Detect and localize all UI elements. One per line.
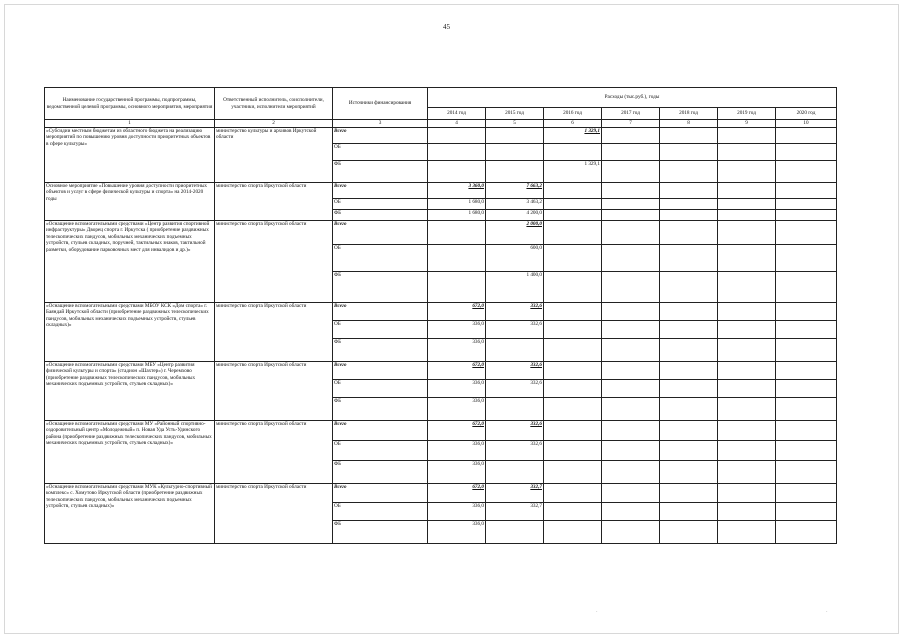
empty-cell	[660, 127, 718, 143]
amount-y2015	[486, 520, 544, 543]
amount-y2015: 332,6	[486, 361, 544, 379]
header-executor: Ответственный исполнитель, соисполнители, участники, исполнители мероприятий	[215, 88, 333, 120]
executor: министерство спорта Иркутской области	[215, 302, 333, 361]
empty-cell	[776, 420, 837, 440]
empty-cell	[718, 271, 776, 302]
amount-y2014	[428, 244, 486, 271]
funding-source: ФБ	[333, 271, 428, 302]
empty-cell	[718, 502, 776, 520]
funding-source: ОБ	[333, 143, 428, 160]
empty-cell	[660, 209, 718, 220]
empty-cell	[660, 198, 718, 209]
amount-y2015: 3 463,2	[486, 198, 544, 209]
empty-cell	[660, 420, 718, 440]
empty-cell	[660, 460, 718, 483]
scan-mark: ·	[596, 610, 598, 615]
empty-cell	[718, 338, 776, 361]
amount-y2014: 672,0	[428, 483, 486, 502]
amount-y2015	[486, 338, 544, 361]
empty-cell	[776, 302, 837, 320]
empty-cell	[602, 209, 660, 220]
amount-y2016	[544, 483, 602, 502]
column-number: 4	[428, 120, 486, 128]
empty-cell	[718, 460, 776, 483]
empty-cell	[776, 209, 837, 220]
page-number: 45	[443, 23, 450, 31]
amount-y2015	[486, 460, 544, 483]
table-row	[45, 182, 837, 198]
empty-cell	[602, 160, 660, 182]
amount-y2016: 1 329,1	[544, 127, 602, 143]
empty-cell	[660, 320, 718, 338]
header-year: 2019 год	[718, 108, 776, 120]
empty-cell	[602, 397, 660, 420]
amount-y2014: 1 680,0	[428, 209, 486, 220]
amount-y2014: 672,0	[428, 302, 486, 320]
column-number: 8	[660, 120, 718, 128]
empty-cell	[776, 182, 837, 198]
empty-cell	[602, 361, 660, 379]
empty-cell	[602, 502, 660, 520]
activity-name: «Оснащение вспомогательными средствами МБОУ КСК «Дом спорта» г. Баяндай Иркутской области (приобретение раздвижных телескопических пандусов, мобильных механических подъемных устройств, стульев складных)»	[45, 302, 215, 361]
budget-table	[44, 87, 837, 544]
amount-y2016	[544, 460, 602, 483]
amount-y2015: 332,6	[486, 302, 544, 320]
activity-name: «Оснащение вспомогательными средствами «Центр развития спортивной инфраструктуры» Дворец спорта г. Иркутска ( приобретение раздвижных телескопических пандусов, мобильных механических подъемных устройств, стульев складных, поручней, тактильных знаков, тактильной разметки, оборудование парковочных мест для инвалидов и др.)»	[45, 220, 215, 302]
funding-source: ОБ	[333, 198, 428, 209]
amount-y2016	[544, 502, 602, 520]
funding-source: ОБ	[333, 320, 428, 338]
empty-cell	[776, 483, 837, 502]
empty-cell	[602, 379, 660, 397]
executor: министерство спорта Иркутской области	[215, 220, 333, 302]
header-year: 2015 год	[486, 108, 544, 120]
activity-name: Основное мероприятие «Повышение уровня доступности приоритетных объектов и услуг в сфере физической культуры и спорта» на 2014-2020 годы	[45, 182, 215, 220]
amount-y2014: 336,0	[428, 460, 486, 483]
amount-y2016: 1 329,1	[544, 160, 602, 182]
empty-cell	[718, 440, 776, 460]
empty-cell	[718, 320, 776, 338]
empty-cell	[776, 143, 837, 160]
amount-y2016	[544, 198, 602, 209]
funding-source: Всего	[333, 483, 428, 502]
column-number: 7	[602, 120, 660, 128]
header-name: Наименование государственной программы, подпрограммы, ведомственной целевой программы, основного мероприятия, мероприятия	[45, 88, 215, 120]
funding-source: ФБ	[333, 160, 428, 182]
table-row	[45, 302, 837, 320]
activity-name: «Оснащение вспомогательными средствами МБУ «Центр развития физической культуры и спорта» (стадион «Шахтер») г. Черемхово (приобретение раздвижных телескопических пандусов, мобильных механических подъемных устройств, стульев складных)»	[45, 361, 215, 420]
amount-y2015: 332,6	[486, 320, 544, 338]
funding-source: ОБ	[333, 379, 428, 397]
header-year: 2017 год	[602, 108, 660, 120]
amount-y2014: 672,0	[428, 361, 486, 379]
empty-cell	[602, 320, 660, 338]
empty-cell	[602, 127, 660, 143]
activity-name: «Оснащение вспомогательными средствами МУ «Районный спортивно-оздоровительный центр «Молодежный» п. Новая Уда Усть-Удинского района (приобретение раздвижных телескопических пандусов, мобильных механических подъемных устройств, стульев складных)»	[45, 420, 215, 483]
amount-y2015: 2 000,0	[486, 220, 544, 244]
column-number: 1	[45, 120, 215, 128]
amount-y2016	[544, 440, 602, 460]
empty-cell	[660, 220, 718, 244]
funding-source: Всего	[333, 420, 428, 440]
table-row	[45, 483, 837, 502]
empty-cell	[718, 361, 776, 379]
executor: министерство спорта Иркутской области	[215, 361, 333, 420]
empty-cell	[660, 182, 718, 198]
empty-cell	[718, 379, 776, 397]
budget-table-body	[45, 127, 837, 543]
empty-cell	[660, 361, 718, 379]
empty-cell	[776, 160, 837, 182]
empty-cell	[660, 160, 718, 182]
amount-y2015: 4 200,0	[486, 209, 544, 220]
empty-cell	[718, 143, 776, 160]
empty-cell	[660, 302, 718, 320]
amount-y2015	[486, 127, 544, 143]
amount-y2014	[428, 143, 486, 160]
empty-cell	[776, 379, 837, 397]
table-row	[45, 361, 837, 379]
header-year: 2014 год	[428, 108, 486, 120]
amount-y2014	[428, 220, 486, 244]
empty-cell	[602, 220, 660, 244]
header-year: 2020 год	[776, 108, 837, 120]
empty-cell	[776, 244, 837, 271]
executor: министерство культуры и архивов Иркутской области	[215, 127, 333, 182]
table-row	[45, 127, 837, 143]
empty-cell	[602, 520, 660, 543]
funding-source: ФБ	[333, 209, 428, 220]
amount-y2016	[544, 520, 602, 543]
column-number: 6	[544, 120, 602, 128]
header-year: 2018 год	[660, 108, 718, 120]
column-number: 9	[718, 120, 776, 128]
table-row	[45, 420, 837, 440]
empty-cell	[776, 502, 837, 520]
empty-cell	[660, 379, 718, 397]
amount-y2014	[428, 271, 486, 302]
amount-y2016	[544, 338, 602, 361]
executor: министерство спорта Иркутской области	[215, 483, 333, 543]
empty-cell	[776, 361, 837, 379]
amount-y2015: 7 663,2	[486, 182, 544, 198]
amount-y2016	[544, 379, 602, 397]
amount-y2015: 332,6	[486, 379, 544, 397]
column-number: 3	[333, 120, 428, 128]
empty-cell	[718, 244, 776, 271]
amount-y2014: 336,0	[428, 520, 486, 543]
amount-y2016	[544, 397, 602, 420]
amount-y2016	[544, 220, 602, 244]
column-number: 5	[486, 120, 544, 128]
empty-cell	[776, 198, 837, 209]
header-source: Источники финансирования	[333, 88, 428, 120]
empty-cell	[602, 420, 660, 440]
empty-cell	[776, 320, 837, 338]
funding-source: ОБ	[333, 244, 428, 271]
funding-source: Всего	[333, 220, 428, 244]
amount-y2014: 336,0	[428, 397, 486, 420]
empty-cell	[776, 520, 837, 543]
funding-source: ФБ	[333, 460, 428, 483]
empty-cell	[718, 209, 776, 220]
funding-source: ФБ	[333, 338, 428, 361]
empty-cell	[776, 338, 837, 361]
empty-cell	[718, 127, 776, 143]
empty-cell	[602, 483, 660, 502]
activity-name: «Субсидии местным бюджетам из областного бюджета на реализацию мероприятий по повышению уровня доступности приоритетных объектов в сфере культуры»	[45, 127, 215, 182]
empty-cell	[660, 483, 718, 502]
funding-source: Всего	[333, 361, 428, 379]
funding-source: ФБ	[333, 397, 428, 420]
amount-y2014: 336,0	[428, 320, 486, 338]
empty-cell	[718, 182, 776, 198]
amount-y2015: 600,0	[486, 244, 544, 271]
empty-cell	[718, 397, 776, 420]
amount-y2016	[544, 271, 602, 302]
empty-cell	[660, 338, 718, 361]
amount-y2015	[486, 143, 544, 160]
amount-y2015: 332,6	[486, 420, 544, 440]
header-year: 2016 год	[544, 108, 602, 120]
amount-y2015: 332,6	[486, 440, 544, 460]
funding-source: Всего	[333, 302, 428, 320]
amount-y2015: 332,7	[486, 502, 544, 520]
empty-cell	[776, 397, 837, 420]
amount-y2014: 672,0	[428, 420, 486, 440]
amount-y2014: 3 360,0	[428, 182, 486, 198]
empty-cell	[660, 143, 718, 160]
empty-cell	[660, 397, 718, 420]
empty-cell	[660, 502, 718, 520]
amount-y2014	[428, 160, 486, 182]
amount-y2014: 336,0	[428, 338, 486, 361]
empty-cell	[602, 302, 660, 320]
empty-cell	[718, 198, 776, 209]
amount-y2014	[428, 127, 486, 143]
amount-y2016	[544, 302, 602, 320]
empty-cell	[602, 271, 660, 302]
empty-cell	[776, 271, 837, 302]
empty-cell	[718, 483, 776, 502]
funding-source: ОБ	[333, 502, 428, 520]
column-number: 2	[215, 120, 333, 128]
amount-y2016	[544, 143, 602, 160]
empty-cell	[660, 271, 718, 302]
column-number: 10	[776, 120, 837, 128]
empty-cell	[776, 220, 837, 244]
amount-y2016	[544, 209, 602, 220]
amount-y2014: 336,0	[428, 440, 486, 460]
funding-source: ОБ	[333, 440, 428, 460]
amount-y2015	[486, 397, 544, 420]
empty-cell	[776, 127, 837, 143]
empty-cell	[776, 460, 837, 483]
amount-y2016	[544, 320, 602, 338]
amount-y2015: 1 400,0	[486, 271, 544, 302]
empty-cell	[718, 520, 776, 543]
funding-source: Всего	[333, 182, 428, 198]
empty-cell	[602, 338, 660, 361]
empty-cell	[602, 143, 660, 160]
empty-cell	[718, 302, 776, 320]
empty-cell	[718, 420, 776, 440]
empty-cell	[602, 198, 660, 209]
amount-y2016	[544, 244, 602, 271]
funding-source: ФБ	[333, 520, 428, 543]
empty-cell	[660, 440, 718, 460]
funding-source: Всего	[333, 127, 428, 143]
header-expenses: Расходы (тыс.руб.), годы	[428, 88, 837, 108]
amount-y2014: 1 680,0	[428, 198, 486, 209]
table-row	[45, 220, 837, 244]
empty-cell	[602, 182, 660, 198]
empty-cell	[602, 460, 660, 483]
amount-y2014: 336,0	[428, 502, 486, 520]
activity-name: «Оснащение вспомогательными средствами МУК «Культурно-спортивный комплекс» с. Хомутово Иркутской области (приобретение раздвижных телескопических пандусов, мобильных механических подъемных устройств, стульев складных)»	[45, 483, 215, 543]
empty-cell	[718, 160, 776, 182]
amount-y2015	[486, 160, 544, 182]
amount-y2016	[544, 420, 602, 440]
empty-cell	[602, 440, 660, 460]
empty-cell	[660, 520, 718, 543]
empty-cell	[718, 220, 776, 244]
amount-y2016	[544, 182, 602, 198]
empty-cell	[660, 244, 718, 271]
amount-y2016	[544, 361, 602, 379]
amount-y2014: 336,0	[428, 379, 486, 397]
empty-cell	[602, 244, 660, 271]
executor: министерство спорта Иркутской области	[215, 182, 333, 220]
empty-cell	[776, 440, 837, 460]
scan-mark: ·	[826, 610, 828, 615]
executor: министерство спорта Иркутской области	[215, 420, 333, 483]
amount-y2015: 332,7	[486, 483, 544, 502]
